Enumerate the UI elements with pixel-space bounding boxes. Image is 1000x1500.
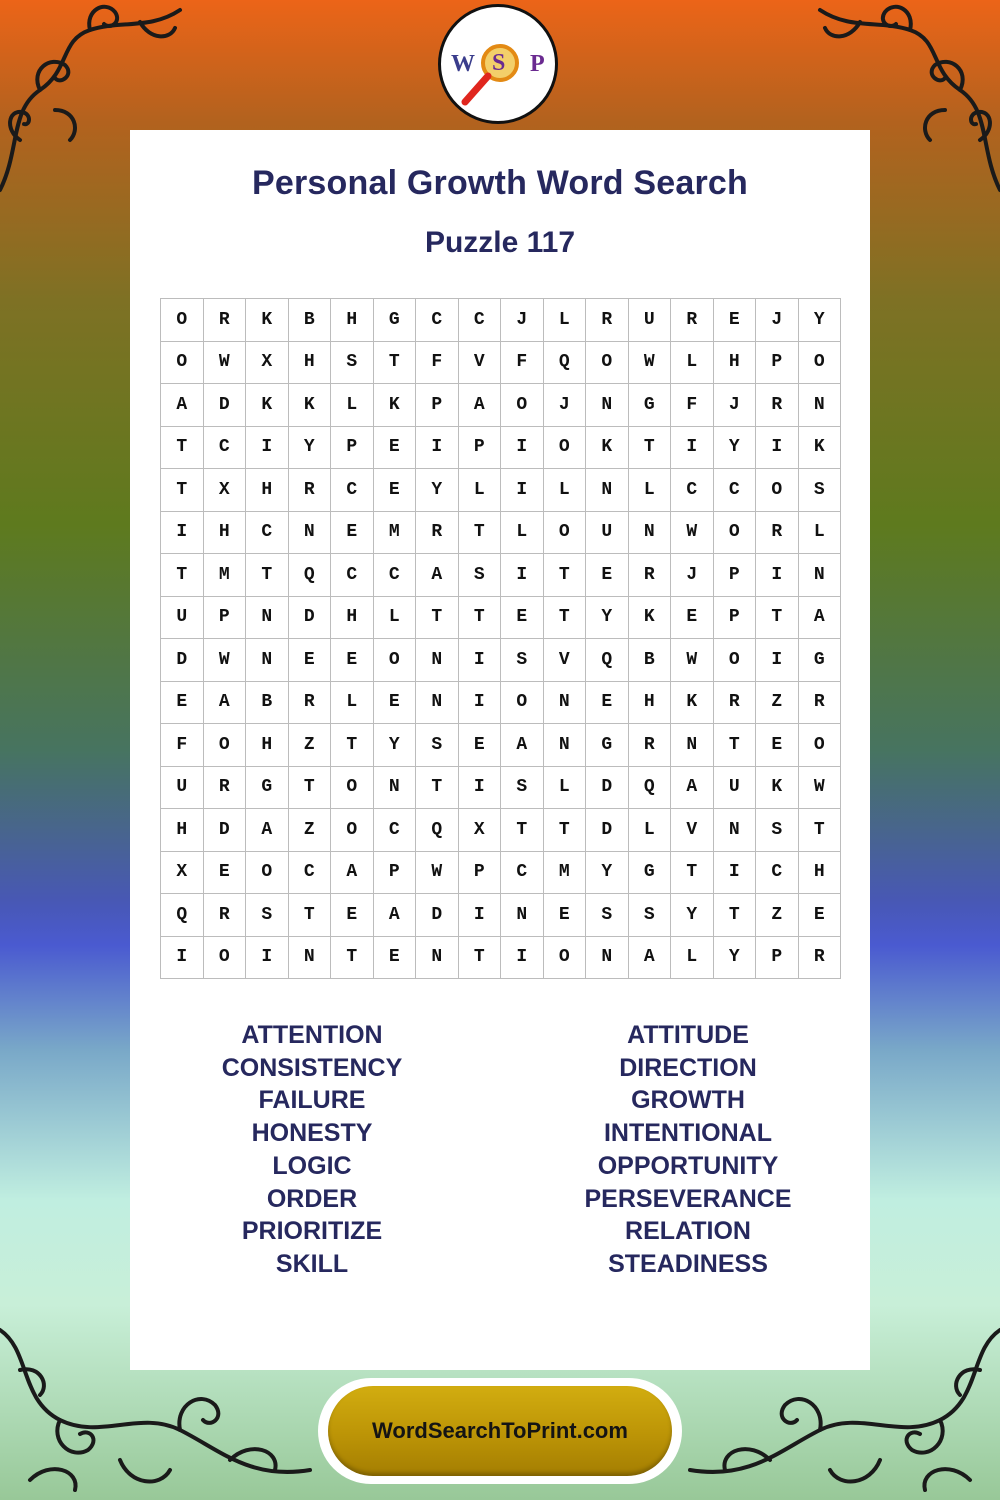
grid-cell: R (629, 724, 672, 767)
grid-cell: A (629, 937, 672, 980)
grid-cell: W (416, 852, 459, 895)
grid-cell: N (671, 724, 714, 767)
word-item: PERSEVERANCE (584, 1184, 792, 1213)
grid-cell: U (629, 299, 672, 342)
logo-letter-p: P (530, 51, 545, 77)
grid-cell: O (544, 937, 587, 980)
grid-cell: I (501, 427, 544, 470)
grid-cell: D (416, 894, 459, 937)
grid-cell: T (416, 597, 459, 640)
grid-cell: E (374, 682, 417, 725)
word-item: GROWTH (631, 1086, 745, 1115)
grid-cell: W (204, 639, 247, 682)
grid-cell: N (544, 682, 587, 725)
grid-cell: R (756, 512, 799, 555)
grid-cell: J (671, 554, 714, 597)
grid-cell: O (756, 469, 799, 512)
grid-cell: C (374, 809, 417, 852)
grid-cell: W (671, 512, 714, 555)
grid-cell: P (714, 597, 757, 640)
grid-cell: H (799, 852, 842, 895)
grid-cell: T (459, 597, 502, 640)
grid-cell: T (459, 937, 502, 980)
grid-cell: E (671, 597, 714, 640)
grid-cell: Y (374, 724, 417, 767)
grid-cell: S (799, 469, 842, 512)
grid-cell: O (586, 342, 629, 385)
grid-cell: K (756, 767, 799, 810)
word-list-right (538, 1019, 838, 1281)
word-item: FAILURE (258, 1086, 366, 1115)
grid-cell: Y (586, 597, 629, 640)
grid-cell: T (756, 597, 799, 640)
grid-cell: T (799, 809, 842, 852)
grid-cell: O (204, 937, 247, 980)
grid-cell: O (161, 342, 204, 385)
grid-cell: L (799, 512, 842, 555)
grid-cell: H (629, 682, 672, 725)
grid-cell: T (714, 894, 757, 937)
grid-cell: S (586, 894, 629, 937)
grid-cell: R (416, 512, 459, 555)
grid-cell: Z (289, 724, 332, 767)
grid-cell: T (331, 724, 374, 767)
grid-cell: I (459, 639, 502, 682)
grid-cell: R (586, 299, 629, 342)
grid-cell: R (799, 682, 842, 725)
grid-cell: T (714, 724, 757, 767)
grid-cell: R (799, 937, 842, 980)
grid-cell: A (374, 894, 417, 937)
grid-cell: E (374, 427, 417, 470)
grid-cell: X (459, 809, 502, 852)
grid-cell: S (629, 894, 672, 937)
grid-cell: R (204, 299, 247, 342)
grid-cell: G (629, 384, 672, 427)
grid-cell: F (671, 384, 714, 427)
word-item: ATTENTION (241, 1021, 383, 1049)
word-item: RELATION (625, 1217, 751, 1246)
grid-cell: L (459, 469, 502, 512)
grid-cell: Y (586, 852, 629, 895)
corner-ornament-bottom-left (0, 1310, 320, 1500)
grid-cell: C (331, 554, 374, 597)
grid-cell: P (459, 427, 502, 470)
grid-cell: M (374, 512, 417, 555)
grid-cell: K (629, 597, 672, 640)
grid-cell: D (161, 639, 204, 682)
grid-cell: O (331, 809, 374, 852)
grid-cell: P (331, 427, 374, 470)
grid-cell: E (756, 724, 799, 767)
grid-cell: N (799, 554, 842, 597)
grid-cell: P (756, 937, 799, 980)
grid-cell: T (459, 512, 502, 555)
grid-cell: I (501, 469, 544, 512)
grid-cell: T (161, 427, 204, 470)
grid-cell: H (246, 724, 289, 767)
grid-cell: C (459, 299, 502, 342)
grid-cell: S (501, 639, 544, 682)
grid-cell: B (289, 299, 332, 342)
grid-cell: T (501, 809, 544, 852)
grid-cell: J (544, 384, 587, 427)
grid-cell: N (714, 809, 757, 852)
word-item: CONSISTENCY (221, 1053, 403, 1082)
grid-cell: N (246, 597, 289, 640)
grid-cell: N (799, 384, 842, 427)
logo-letter-s: S (492, 50, 506, 76)
grid-cell: A (459, 384, 502, 427)
grid-cell: E (586, 682, 629, 725)
grid-cell: G (629, 852, 672, 895)
grid-cell: E (799, 894, 842, 937)
grid-cell: A (331, 852, 374, 895)
grid-cell: C (416, 299, 459, 342)
grid-cell: A (799, 597, 842, 640)
grid-cell: N (586, 469, 629, 512)
grid-cell: K (586, 427, 629, 470)
grid-cell: N (416, 639, 459, 682)
grid-cell: C (374, 554, 417, 597)
grid-cell: C (204, 427, 247, 470)
grid-cell: N (586, 937, 629, 980)
grid-cell: M (544, 852, 587, 895)
grid-cell: I (161, 937, 204, 980)
grid-cell: T (331, 937, 374, 980)
grid-cell: G (374, 299, 417, 342)
grid-cell: H (331, 597, 374, 640)
grid-cell: E (331, 639, 374, 682)
grid-cell: L (671, 342, 714, 385)
grid-cell: S (756, 809, 799, 852)
grid-cell: Y (289, 427, 332, 470)
grid-cell: I (246, 937, 289, 980)
grid-cell: B (629, 639, 672, 682)
grid-cell: E (586, 554, 629, 597)
grid-cell: P (714, 554, 757, 597)
word-item: HONESTY (251, 1119, 373, 1148)
grid-cell: U (714, 767, 757, 810)
grid-cell: B (246, 682, 289, 725)
grid-cell: C (331, 469, 374, 512)
grid-cell: N (629, 512, 672, 555)
word-search-grid (160, 298, 841, 979)
grid-cell: Q (161, 894, 204, 937)
grid-cell: T (544, 597, 587, 640)
grid-cell: T (374, 342, 417, 385)
grid-cell: O (501, 682, 544, 725)
grid-cell: O (544, 512, 587, 555)
grid-cell: E (459, 724, 502, 767)
grid-cell: O (161, 299, 204, 342)
grid-cell: J (714, 384, 757, 427)
grid-cell: L (331, 384, 374, 427)
grid-cell: N (289, 937, 332, 980)
grid-cell: I (671, 427, 714, 470)
grid-cell: I (459, 767, 502, 810)
grid-cell: U (586, 512, 629, 555)
word-item: PRIORITIZE (241, 1217, 383, 1246)
grid-cell: X (161, 852, 204, 895)
grid-cell: S (416, 724, 459, 767)
grid-cell: R (756, 384, 799, 427)
grid-cell: O (331, 767, 374, 810)
grid-cell: E (289, 639, 332, 682)
grid-cell: R (671, 299, 714, 342)
grid-cell: O (799, 724, 842, 767)
grid-cell: Y (799, 299, 842, 342)
grid-cell: P (204, 597, 247, 640)
grid-cell: Q (629, 767, 672, 810)
grid-cell: D (204, 384, 247, 427)
grid-cell: T (289, 767, 332, 810)
grid-cell: I (756, 427, 799, 470)
grid-cell: N (501, 894, 544, 937)
grid-cell: L (544, 469, 587, 512)
grid-cell: C (671, 469, 714, 512)
word-item: OPPORTUNITY (597, 1151, 779, 1180)
grid-cell: N (374, 767, 417, 810)
grid-cell: N (544, 724, 587, 767)
grid-cell: I (459, 894, 502, 937)
grid-cell: A (416, 554, 459, 597)
grid-cell: C (756, 852, 799, 895)
grid-cell: G (586, 724, 629, 767)
grid-cell: L (544, 299, 587, 342)
grid-cell: W (671, 639, 714, 682)
grid-cell: F (501, 342, 544, 385)
grid-cell: T (629, 427, 672, 470)
grid-cell: E (374, 469, 417, 512)
website-button[interactable] (318, 1378, 682, 1484)
grid-cell: K (374, 384, 417, 427)
grid-cell: V (671, 809, 714, 852)
grid-cell: S (459, 554, 502, 597)
grid-cell: Z (756, 682, 799, 725)
grid-cell: O (714, 639, 757, 682)
grid-cell: L (629, 469, 672, 512)
grid-cell: C (246, 512, 289, 555)
grid-cell: E (161, 682, 204, 725)
grid-cell: T (246, 554, 289, 597)
grid-cell: R (204, 767, 247, 810)
grid-cell: N (246, 639, 289, 682)
grid-cell: P (416, 384, 459, 427)
grid-cell: C (714, 469, 757, 512)
grid-cell: T (289, 894, 332, 937)
grid-cell: I (246, 427, 289, 470)
grid-cell: H (714, 342, 757, 385)
grid-cell: O (246, 852, 289, 895)
grid-cell: Y (714, 427, 757, 470)
grid-cell: J (756, 299, 799, 342)
grid-cell: K (799, 427, 842, 470)
grid-cell: A (501, 724, 544, 767)
grid-cell: Z (289, 809, 332, 852)
grid-cell: F (416, 342, 459, 385)
grid-cell: I (501, 937, 544, 980)
grid-cell: N (586, 384, 629, 427)
grid-cell: K (246, 384, 289, 427)
grid-cell: W (799, 767, 842, 810)
grid-cell: I (161, 512, 204, 555)
word-item: INTENTIONAL (603, 1119, 773, 1148)
grid-cell: S (246, 894, 289, 937)
grid-cell: U (161, 597, 204, 640)
grid-cell: K (289, 384, 332, 427)
word-item: SKILL (275, 1249, 349, 1278)
grid-cell: Q (416, 809, 459, 852)
grid-cell: K (246, 299, 289, 342)
word-list-left (162, 1019, 462, 1281)
grid-cell: L (629, 809, 672, 852)
grid-cell: G (246, 767, 289, 810)
grid-cell: H (161, 809, 204, 852)
grid-cell: R (289, 469, 332, 512)
grid-cell: L (374, 597, 417, 640)
grid-cell: E (714, 299, 757, 342)
grid-cell: T (161, 469, 204, 512)
grid-cell: M (204, 554, 247, 597)
word-item: STEADINESS (608, 1249, 768, 1278)
grid-cell: C (501, 852, 544, 895)
grid-cell: S (331, 342, 374, 385)
grid-cell: S (501, 767, 544, 810)
grid-cell: H (331, 299, 374, 342)
grid-cell: Y (416, 469, 459, 512)
grid-cell: T (544, 809, 587, 852)
grid-cell: L (544, 767, 587, 810)
grid-cell: E (331, 512, 374, 555)
grid-cell: R (289, 682, 332, 725)
grid-cell: E (204, 852, 247, 895)
grid-cell: D (204, 809, 247, 852)
grid-cell: O (204, 724, 247, 767)
grid-cell: X (204, 469, 247, 512)
grid-cell: L (501, 512, 544, 555)
grid-cell: W (629, 342, 672, 385)
grid-cell: L (671, 937, 714, 980)
grid-cell: E (374, 937, 417, 980)
grid-cell: H (289, 342, 332, 385)
logo-letter-w: W (451, 51, 475, 77)
grid-cell: G (799, 639, 842, 682)
grid-cell: I (416, 427, 459, 470)
grid-cell: D (586, 809, 629, 852)
grid-cell: X (246, 342, 289, 385)
grid-cell: O (714, 512, 757, 555)
grid-cell: E (544, 894, 587, 937)
page-title: Personal Growth Word Search (252, 164, 748, 202)
grid-cell: V (544, 639, 587, 682)
grid-cell: F (161, 724, 204, 767)
grid-cell: Y (671, 894, 714, 937)
grid-cell: T (671, 852, 714, 895)
grid-cell: C (289, 852, 332, 895)
word-item: LOGIC (272, 1151, 352, 1180)
grid-cell: N (416, 937, 459, 980)
grid-cell: E (501, 597, 544, 640)
grid-cell: W (204, 342, 247, 385)
website-link[interactable]: WordSearchToPrint.com (328, 1386, 672, 1476)
grid-cell: O (544, 427, 587, 470)
grid-cell: K (671, 682, 714, 725)
grid-cell: I (756, 554, 799, 597)
grid-cell: T (416, 767, 459, 810)
word-item: DIRECTION (619, 1053, 757, 1082)
grid-cell: N (416, 682, 459, 725)
grid-cell: I (459, 682, 502, 725)
grid-cell: A (161, 384, 204, 427)
puzzle-number: Puzzle 117 (424, 226, 576, 259)
grid-cell: R (629, 554, 672, 597)
grid-cell: R (204, 894, 247, 937)
grid-cell: H (204, 512, 247, 555)
grid-cell: A (246, 809, 289, 852)
grid-cell: Z (756, 894, 799, 937)
grid-cell: N (289, 512, 332, 555)
grid-cell: D (586, 767, 629, 810)
grid-cell: L (331, 682, 374, 725)
grid-cell: O (799, 342, 842, 385)
grid-cell: A (671, 767, 714, 810)
grid-cell: T (544, 554, 587, 597)
grid-cell: P (459, 852, 502, 895)
grid-cell: Q (586, 639, 629, 682)
grid-cell: I (501, 554, 544, 597)
grid-cell: P (374, 852, 417, 895)
word-item: ORDER (266, 1184, 358, 1213)
grid-cell: U (161, 767, 204, 810)
grid-cell: Q (544, 342, 587, 385)
grid-cell: E (331, 894, 374, 937)
grid-cell: O (501, 384, 544, 427)
grid-cell: A (204, 682, 247, 725)
grid-cell: O (374, 639, 417, 682)
grid-cell: T (161, 554, 204, 597)
grid-cell: I (714, 852, 757, 895)
grid-cell: Y (714, 937, 757, 980)
grid-cell: P (756, 342, 799, 385)
wsp-logo (438, 4, 558, 124)
grid-cell: V (459, 342, 502, 385)
grid-cell: I (756, 639, 799, 682)
corner-ornament-bottom-right (680, 1310, 1000, 1500)
grid-cell: R (714, 682, 757, 725)
grid-cell: Q (289, 554, 332, 597)
word-item: ATTITUDE (627, 1021, 749, 1049)
grid-cell: J (501, 299, 544, 342)
grid-cell: H (246, 469, 289, 512)
grid-cell: D (289, 597, 332, 640)
